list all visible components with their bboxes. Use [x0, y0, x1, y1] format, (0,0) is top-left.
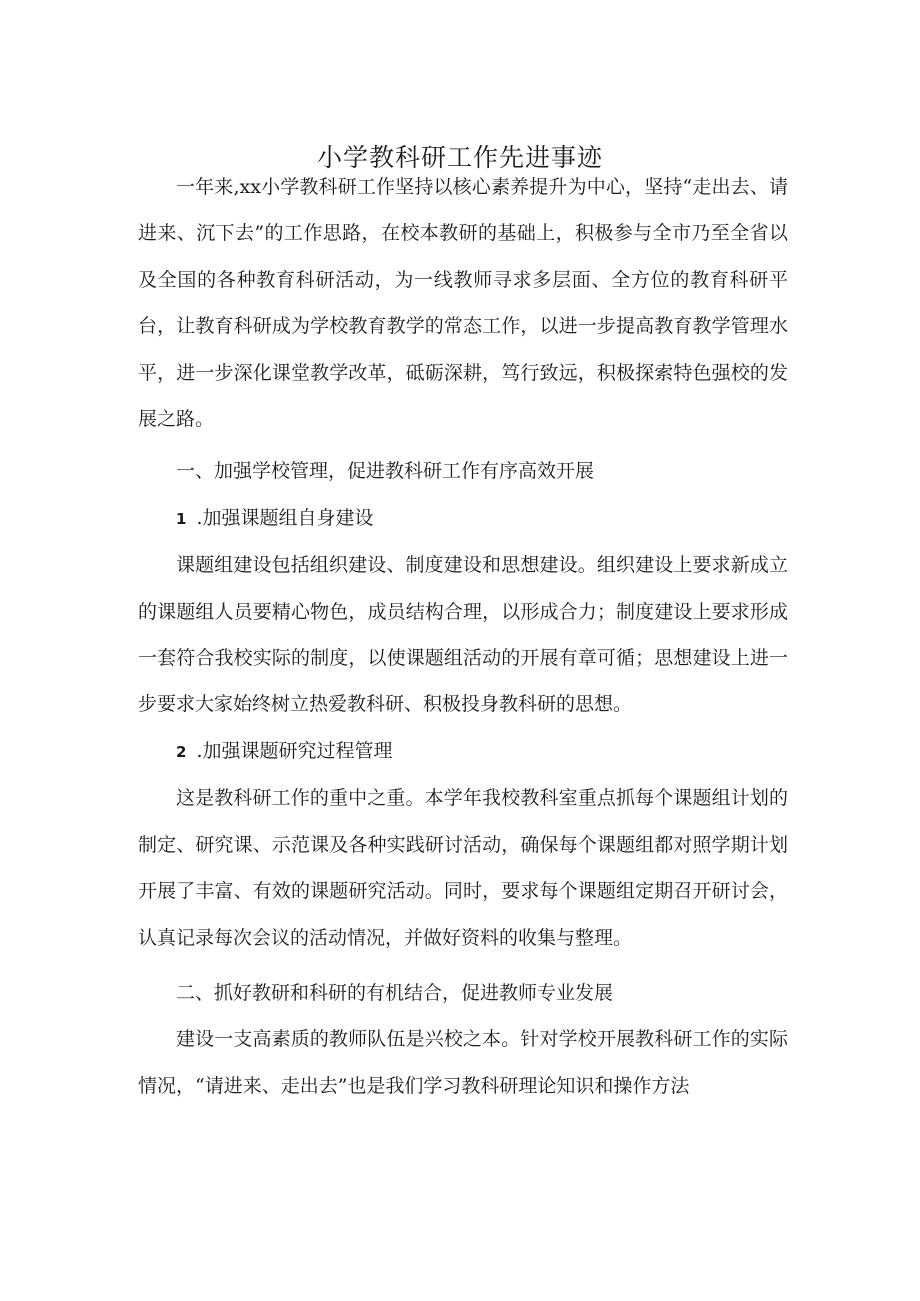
document-body	[138, 164, 788, 1109]
section-1-heading: 一、加强学校管理，促进教科研工作有序高效开展	[176, 460, 595, 483]
subsection-1-2-number: 2	[176, 742, 187, 761]
document-title: 小学教科研工作先进事迹	[316, 143, 603, 172]
subsection-1-2-heading	[138, 728, 788, 775]
subsection-1-1-title: .加强课题组自身建设	[196, 506, 374, 529]
subsection-1-1-heading	[138, 495, 788, 542]
intro-paragraph: 一年来,xx小学教科研工作坚持以核心素养提升为中心，坚持“走出去、请进来、沉下去”的工作思路，在校本教研的基础上，积极参与全市乃至全省以及全国的各种教育科研活动，为一线教师寻求多层面、全方位的教育科研平台，让教育科研成为学校教育教学的常态工作，以进一步提高教育教学管理水平，进一步深化课堂教学改革，砥砺深耕，笃行致远，积极探索特色强校的发展之路。	[138, 176, 788, 431]
subsection-1-1-paragraph: 课题组建设包括组织建设、制度建设和思想建设。组织建设上要求新成立的课题组人员要精心物色，成员结构合理，以形成合力；制度建设上要求形成一套符合我校实际的制度，以使课题组活动的开展有章可循；思想建设上进一步要求大家始终树立热爱教科研、积极投身教科研的思想。	[138, 554, 788, 716]
subsection-1-2-title: .加强课题研究过程管理	[196, 739, 393, 762]
subsection-1-2-paragraph: 这是教科研工作的重中之重。本学年我校教科室重点抓每个课题组计划的制定、研究课、示范课及各种实践研讨活动，确保每个课题组都对照学期计划开展了丰富、有效的课题研究活动。同时，要求每个课题组定期召开研讨会，认真记录每次会议的活动情况，并做好资料的收集与整理。	[138, 787, 788, 949]
section-2-paragraph: 建设一支高素质的教师队伍是兴校之本。针对学校开展教科研工作的实际情况，“请进来、走出去”也是我们学习教科研理论知识和操作方法	[138, 1028, 788, 1097]
section-2-heading: 二、抓好教研和科研的有机结合，促进教师专业发展	[176, 981, 614, 1004]
subsection-1-1-number: 1	[176, 509, 187, 528]
